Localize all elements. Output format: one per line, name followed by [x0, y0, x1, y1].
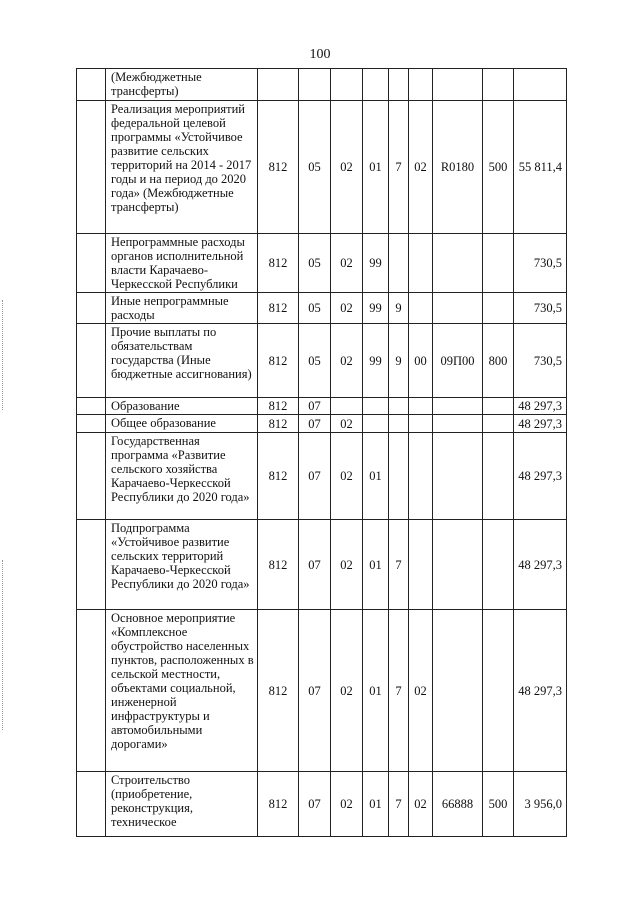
cell-direction: [433, 398, 483, 415]
table-row: [77, 433, 567, 520]
cell-direction: [433, 234, 483, 293]
cell-program: 01: [363, 101, 389, 234]
row-name-cell: Подпрограмма «Устойчивое развитие сельских территорий Карачаево-Черкесской Республики до 2020 года»: [106, 520, 258, 610]
cell-event: [409, 415, 433, 433]
cell-program: 99: [363, 234, 389, 293]
cell-expense-type: 500: [483, 101, 514, 234]
cell-subprogram: 9: [389, 324, 409, 398]
row-number-cell: [77, 415, 106, 433]
cell-event: 02: [409, 101, 433, 234]
cell-amount: 48 297,3: [514, 433, 567, 520]
margin-mark: [2, 560, 4, 730]
cell-expense-type: [483, 398, 514, 415]
row-name-cell: Образование: [106, 398, 258, 415]
cell-direction: R0180: [433, 101, 483, 234]
cell-section: [299, 69, 331, 101]
cell-amount: 730,5: [514, 234, 567, 293]
cell-admin: 812: [258, 433, 299, 520]
cell-subprogram: [389, 69, 409, 101]
cell-program: [363, 398, 389, 415]
cell-expense-type: 500: [483, 772, 514, 837]
row-name-cell: Реализация мероприятий федеральной целевой программы «Устойчивое развитие сельских территорий на 2014 - 2017 годы и на период до 2020 года» (Межбюджетные трансферты): [106, 101, 258, 234]
row-number-cell: [77, 610, 106, 772]
cell-program: 99: [363, 324, 389, 398]
cell-expense-type: [483, 433, 514, 520]
cell-admin: 812: [258, 398, 299, 415]
cell-program: [363, 69, 389, 101]
cell-section: 07: [299, 433, 331, 520]
cell-admin: 812: [258, 293, 299, 324]
row-number-cell: [77, 69, 106, 101]
table-row: [77, 398, 567, 415]
cell-subprogram: [389, 415, 409, 433]
cell-section: 05: [299, 324, 331, 398]
row-number-cell: [77, 772, 106, 837]
cell-event: [409, 398, 433, 415]
cell-event: [409, 234, 433, 293]
cell-amount: 48 297,3: [514, 415, 567, 433]
cell-subsection: 02: [331, 610, 363, 772]
cell-amount: 48 297,3: [514, 610, 567, 772]
cell-subsection: 02: [331, 520, 363, 610]
cell-direction: [433, 293, 483, 324]
cell-amount: [514, 69, 567, 101]
cell-direction: [433, 69, 483, 101]
cell-amount: 730,5: [514, 293, 567, 324]
cell-program: 01: [363, 610, 389, 772]
cell-expense-type: [483, 69, 514, 101]
cell-expense-type: [483, 293, 514, 324]
row-number-cell: [77, 293, 106, 324]
cell-expense-type: [483, 415, 514, 433]
budget-table: [76, 68, 567, 837]
cell-event: 02: [409, 610, 433, 772]
table-row: [77, 610, 567, 772]
page-number: 100: [309, 47, 331, 62]
cell-subprogram: [389, 398, 409, 415]
cell-admin: 812: [258, 610, 299, 772]
cell-direction: [433, 610, 483, 772]
cell-program: 99: [363, 293, 389, 324]
row-number-cell: [77, 520, 106, 610]
row-name-cell: Основное мероприятие «Комплексное обустройство населенных пунктов, расположенных в сельской местности, объектами социальной, инженерной инфраструктуры и автомобильными дорогами»: [106, 610, 258, 772]
cell-section: 05: [299, 101, 331, 234]
cell-section: 07: [299, 520, 331, 610]
cell-admin: 812: [258, 520, 299, 610]
row-name-cell: Общее образование: [106, 415, 258, 433]
cell-subsection: 02: [331, 433, 363, 520]
table-row: [77, 69, 567, 101]
cell-program: 01: [363, 520, 389, 610]
row-number-cell: [77, 324, 106, 398]
cell-expense-type: [483, 610, 514, 772]
row-number-cell: [77, 101, 106, 234]
cell-subprogram: 7: [389, 772, 409, 837]
cell-admin: 812: [258, 772, 299, 837]
cell-subsection: [331, 69, 363, 101]
cell-subprogram: 7: [389, 610, 409, 772]
cell-event: [409, 433, 433, 520]
row-name-cell: Иные непрограммные расходы: [106, 293, 258, 324]
table-row: [77, 324, 567, 398]
cell-section: 07: [299, 772, 331, 837]
cell-direction: 09П00: [433, 324, 483, 398]
cell-direction: [433, 520, 483, 610]
margin-mark: [2, 300, 4, 410]
cell-subsection: [331, 398, 363, 415]
cell-event: [409, 69, 433, 101]
cell-amount: 48 297,3: [514, 398, 567, 415]
cell-subsection: 02: [331, 101, 363, 234]
cell-direction: 66888: [433, 772, 483, 837]
cell-admin: 812: [258, 101, 299, 234]
cell-subsection: 02: [331, 234, 363, 293]
cell-section: 07: [299, 398, 331, 415]
cell-program: 01: [363, 433, 389, 520]
table-row: [77, 234, 567, 293]
table-row: [77, 415, 567, 433]
table-row: [77, 772, 567, 837]
row-number-cell: [77, 234, 106, 293]
cell-event: 00: [409, 324, 433, 398]
cell-section: 05: [299, 234, 331, 293]
cell-expense-type: [483, 520, 514, 610]
cell-subsection: 02: [331, 324, 363, 398]
row-name-cell: Прочие выплаты по обязательствам государства (Иные бюджетные ассигнования): [106, 324, 258, 398]
row-name-cell: (Межбюджетные трансферты): [106, 69, 258, 101]
cell-subsection: 02: [331, 293, 363, 324]
cell-amount: 48 297,3: [514, 520, 567, 610]
cell-program: [363, 415, 389, 433]
table-row: [77, 101, 567, 234]
cell-subprogram: 7: [389, 520, 409, 610]
cell-direction: [433, 433, 483, 520]
cell-admin: 812: [258, 324, 299, 398]
cell-section: 07: [299, 415, 331, 433]
cell-subprogram: 7: [389, 101, 409, 234]
row-name-cell: Строительство (приобретение, реконструкция, техническое: [106, 772, 258, 837]
cell-amount: 730,5: [514, 324, 567, 398]
cell-admin: 812: [258, 415, 299, 433]
cell-subprogram: [389, 433, 409, 520]
cell-expense-type: [483, 234, 514, 293]
row-name-cell: Непрограммные расходы органов исполнительной власти Карачаево-Черкесской Республики: [106, 234, 258, 293]
cell-section: 05: [299, 293, 331, 324]
cell-event: [409, 520, 433, 610]
row-number-cell: [77, 398, 106, 415]
cell-direction: [433, 415, 483, 433]
cell-section: 07: [299, 610, 331, 772]
table-row: [77, 293, 567, 324]
cell-amount: 3 956,0: [514, 772, 567, 837]
table-row: [77, 520, 567, 610]
cell-expense-type: 800: [483, 324, 514, 398]
row-name-cell: Государственная программа «Развитие сельского хозяйства Карачаево-Черкесской Республики до 2020 года»: [106, 433, 258, 520]
row-number-cell: [77, 433, 106, 520]
cell-admin: [258, 69, 299, 101]
cell-subsection: 02: [331, 415, 363, 433]
cell-subprogram: [389, 234, 409, 293]
cell-admin: 812: [258, 234, 299, 293]
cell-amount: 55 811,4: [514, 101, 567, 234]
cell-event: [409, 293, 433, 324]
cell-event: 02: [409, 772, 433, 837]
cell-program: 01: [363, 772, 389, 837]
cell-subsection: 02: [331, 772, 363, 837]
cell-subprogram: 9: [389, 293, 409, 324]
